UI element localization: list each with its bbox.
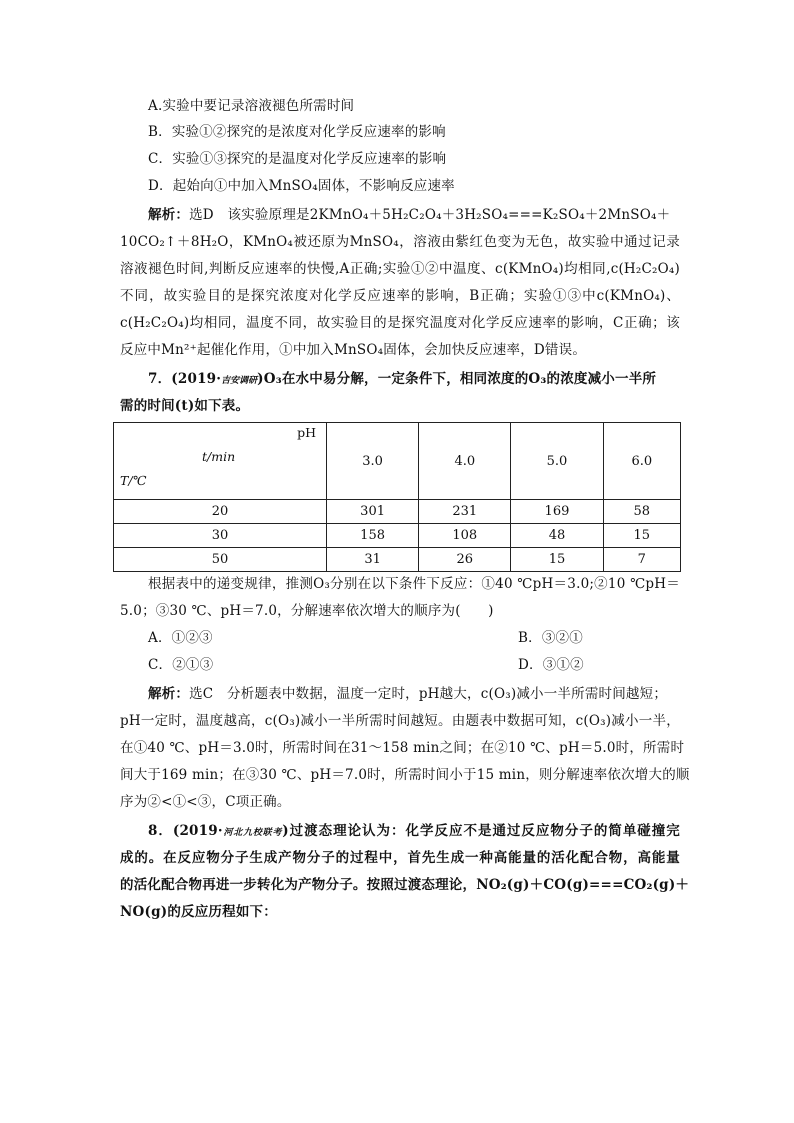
source-note: 河北九校联考 xyxy=(222,828,283,838)
option-c: C．②①③ xyxy=(148,657,214,673)
question-7-follow: 根据表中的递变规律，推测O₃分别在以下条件下反应：①40 ℃pH＝3.0;②10 ℃pH＝ xyxy=(148,576,680,592)
question-8-stem: 成的。在反应物分子生成产物分子的过程中，首先生成一种高能量的活化配合物，高能量 xyxy=(120,850,680,866)
option-d: D．③①② xyxy=(518,657,584,673)
question-8-stem: 的活化配合物再进一步转化为产物分子。按照过渡态理论，NO₂(g)＋CO(g)===CO₂(g)＋ xyxy=(120,877,690,893)
option-b: B．实验①②探究的是浓度对化学反应速率的影响 xyxy=(148,124,446,140)
table-row: 50 31 26 15 7 xyxy=(114,548,681,572)
column-header: 4.0 xyxy=(419,423,511,500)
question-7-stem: 需的时间(t)如下表。 xyxy=(120,398,250,414)
column-header: 6.0 xyxy=(603,423,680,500)
analysis-line: 反应中Mn²⁺起催化作用，①中加入MnSO₄固体，会加快反应速率，D错误。 xyxy=(120,342,587,358)
analysis-line: 10CO₂↑＋8H₂O，KMnO₄被还原为MnSO₄，溶液由紫红色变为无色，故实验中通过记录 xyxy=(120,234,680,250)
column-header: 3.0 xyxy=(327,423,419,500)
analysis-line: pH一定时，温度越高，c(O₃)减小一半所需时间越短。由题表中数据可知，c(O₃)减小一半， xyxy=(120,713,680,729)
analysis-line: 在①40 ℃、pH＝3.0时，所需时间在31～158 min之间；在②10 ℃、pH＝5.0时，所需时 xyxy=(120,740,685,756)
source-note: 吉安调研 xyxy=(221,376,258,386)
question-7-stem: 7．(2019·吉安调研)O₃在水中易分解，一定条件下，相同浓度的O₃的浓度减小一半所 xyxy=(148,371,657,387)
table-header-row xyxy=(114,423,681,500)
analysis-line: 不同，故实验目的是探究浓度对化学反应速率的影响，B正确；实验①③中c(KMnO₄)、 xyxy=(120,288,680,304)
analysis-line: c(H₂C₂O₄)均相同，温度不同，故实验目的是探究温度对化学反应速率的影响，C正确；该 xyxy=(120,315,680,331)
analysis-line: 序为②<①<③，C项正确。 xyxy=(120,794,291,810)
option-a: A.实验中要记录溶液褪色所需时间 xyxy=(148,98,355,114)
data-table xyxy=(113,422,681,572)
option-b: B．③②① xyxy=(518,630,583,646)
analysis-line: 解析：选D 该实验原理是2KMnO₄＋5H₂C₂O₄＋3H₂SO₄===K₂SO₄＋2MnSO₄＋ xyxy=(148,207,671,223)
option-d: D．起始向①中加入MnSO₄固体，不影响反应速率 xyxy=(148,178,455,194)
question-8-stem: 8．(2019·河北九校联考)过渡态理论认为：化学反应不是通过反应物分子的简单碰撞完 xyxy=(148,823,680,839)
analysis-label: 解析： xyxy=(148,686,190,702)
option-a: A．①②③ xyxy=(148,630,213,646)
table-corner-cell: pH t/min T/℃ xyxy=(114,423,327,500)
option-c: C．实验①③探究的是温度对化学反应速率的影响 xyxy=(148,151,447,167)
question-7-options xyxy=(148,652,708,678)
table-row: 30 158 108 48 15 xyxy=(114,524,681,548)
analysis-line: 解析：选C 分析题表中数据，温度一定时，pH越大，c(O₃)减小一半所需时间越短； xyxy=(148,686,668,702)
question-7-options xyxy=(148,625,708,651)
question-7-follow: 5.0；③30 ℃、pH＝7.0，分解速率依次增大的顺序为( ) xyxy=(120,603,494,619)
analysis-line: 溶液褪色时间,判断反应速率的快慢,A正确;实验①②中温度、c(KMnO₄)均相同,c(H₂C₂O₄) xyxy=(120,261,680,277)
table-row: 20 301 231 169 58 xyxy=(114,500,681,524)
analysis-label: 解析： xyxy=(148,207,190,223)
analysis-line: 间大于169 min；在③30 ℃、pH＝7.0时，所需时间小于15 min，则分解速率依次增大的顺 xyxy=(120,767,690,783)
question-8-stem: NO(g)的反应历程如下： xyxy=(120,904,277,920)
column-header: 5.0 xyxy=(511,423,603,500)
